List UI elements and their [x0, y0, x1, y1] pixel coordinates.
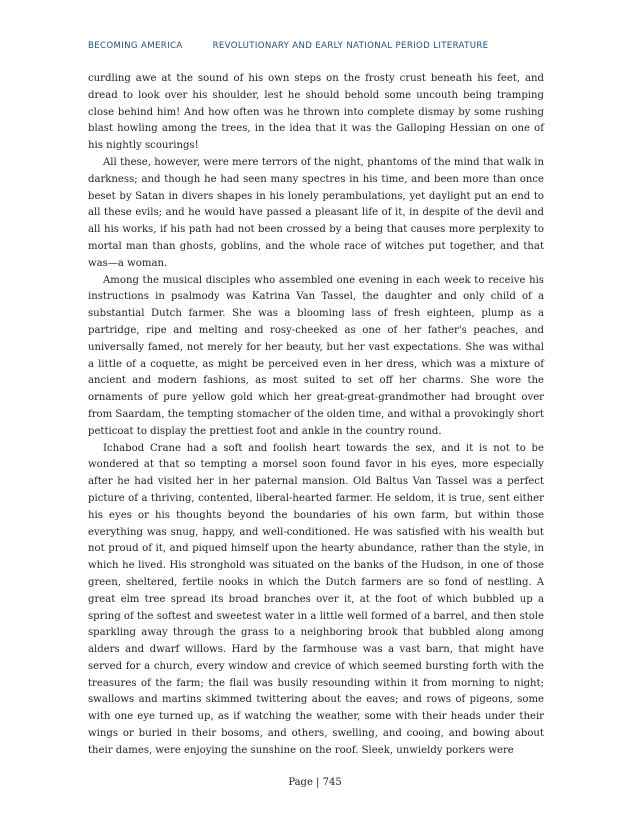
- running-header: [88, 41, 548, 51]
- book-title: BECOMING AMERICA: [88, 41, 183, 51]
- section-title: REVOLUTIONARY AND EARLY NATIONAL PERIOD LITERATURE: [212, 41, 489, 51]
- page-number: Page | 745: [288, 777, 342, 788]
- paragraph: curdling awe at the sound of his own steps on the frosty crust beneath his feet, and dread to look over his shoulder, lest he should behold some uncouth being tramping close behind him! And how often was he thrown into complete dismay by some rushing blast howling among the trees, in the idea that it was the Galloping Hessian on one of his nightly scourings!: [88, 73, 544, 152]
- body-text: [88, 71, 544, 760]
- paragraph: Among the musical disciples who assembled one evening in each week to receive his instructions in psalmody was Katrina Van Tassel, the daughter and only child of a substantial Dutch farmer. She was a blooming lass of fresh eighteen, plump as a partridge, ripe and melting and rosy-cheeked as one of her father's peaches, and universally famed, not merely for her beauty, but her vast expectations. She was withal a little of a coquette, as might be perceived even in her dress, which was a mixture of ancient and modern fashions, as most suited to set off her charms. She wore the ornaments of pure yellow gold which her great-great-grandmother had brought over from Saardam, the tempting stomacher of the olden time, and withal a provokingly short petticoat to display the prettiest foot and ankle in the country round.: [88, 274, 544, 437]
- paragraph: Ichabod Crane had a soft and foolish heart towards the sex, and it is not to be wondered at that so tempting a morsel soon found favor in his eyes, more especially after he had visited her in her paternal mansion. Old Baltus Van Tassel was a perfect picture of a thriving, contented, liberal-hearted farmer. He seldom, it is true, sent either his eyes or his thoughts beyond the boundaries of his own farm, but within those everything was snug, happy, and well-conditioned. He was satisfied with his wealth but not proud of it, and piqued himself upon the hearty abundance, rather than the style, in which he lived. His stronghold was situated on the banks of the Hudson, in one of those green, sheltered, fertile nooks in which the Dutch farmers are so fond of nestling. A great elm tree spread its broad branches over it, at the foot of which bubbled up a spring of the softest and sweetest water in a little well formed of a barrel, and then stole sparkling away through the grass to a neighboring brook that bubbled along among alders and dwarf willows. Hard by the farmhouse was a vast barn, that might have served for a church, every window and crevice of which seemed bursting forth with the treasures of the farm; the flail was busily resounding within it from morning to night; swallows and martins skimmed twittering about the eaves; and rows of pigeons, some with one eye turned up, as if watching the weather, some with their heads under their wings or buried in their bosoms, and others, swelling, and cooing, and bowing about their dames, were enjoying the sunshine on the roof. Sleek, unwieldy porkers were: [88, 442, 544, 756]
- paragraph: All these, however, were mere terrors of the night, phantoms of the mind that walk in darkness; and though he had seen many spectres in his time, and been more than once beset by Satan in divers shapes in his lonely perambulations, yet daylight put an end to all these evils; and he would have passed a pleasant life of it, in despite of the devil and all his works, if his path had not been crossed by a being that causes more perplexity to mortal man than ghosts, goblins, and the whole race of witches put together, and that was—a woman.: [88, 156, 544, 269]
